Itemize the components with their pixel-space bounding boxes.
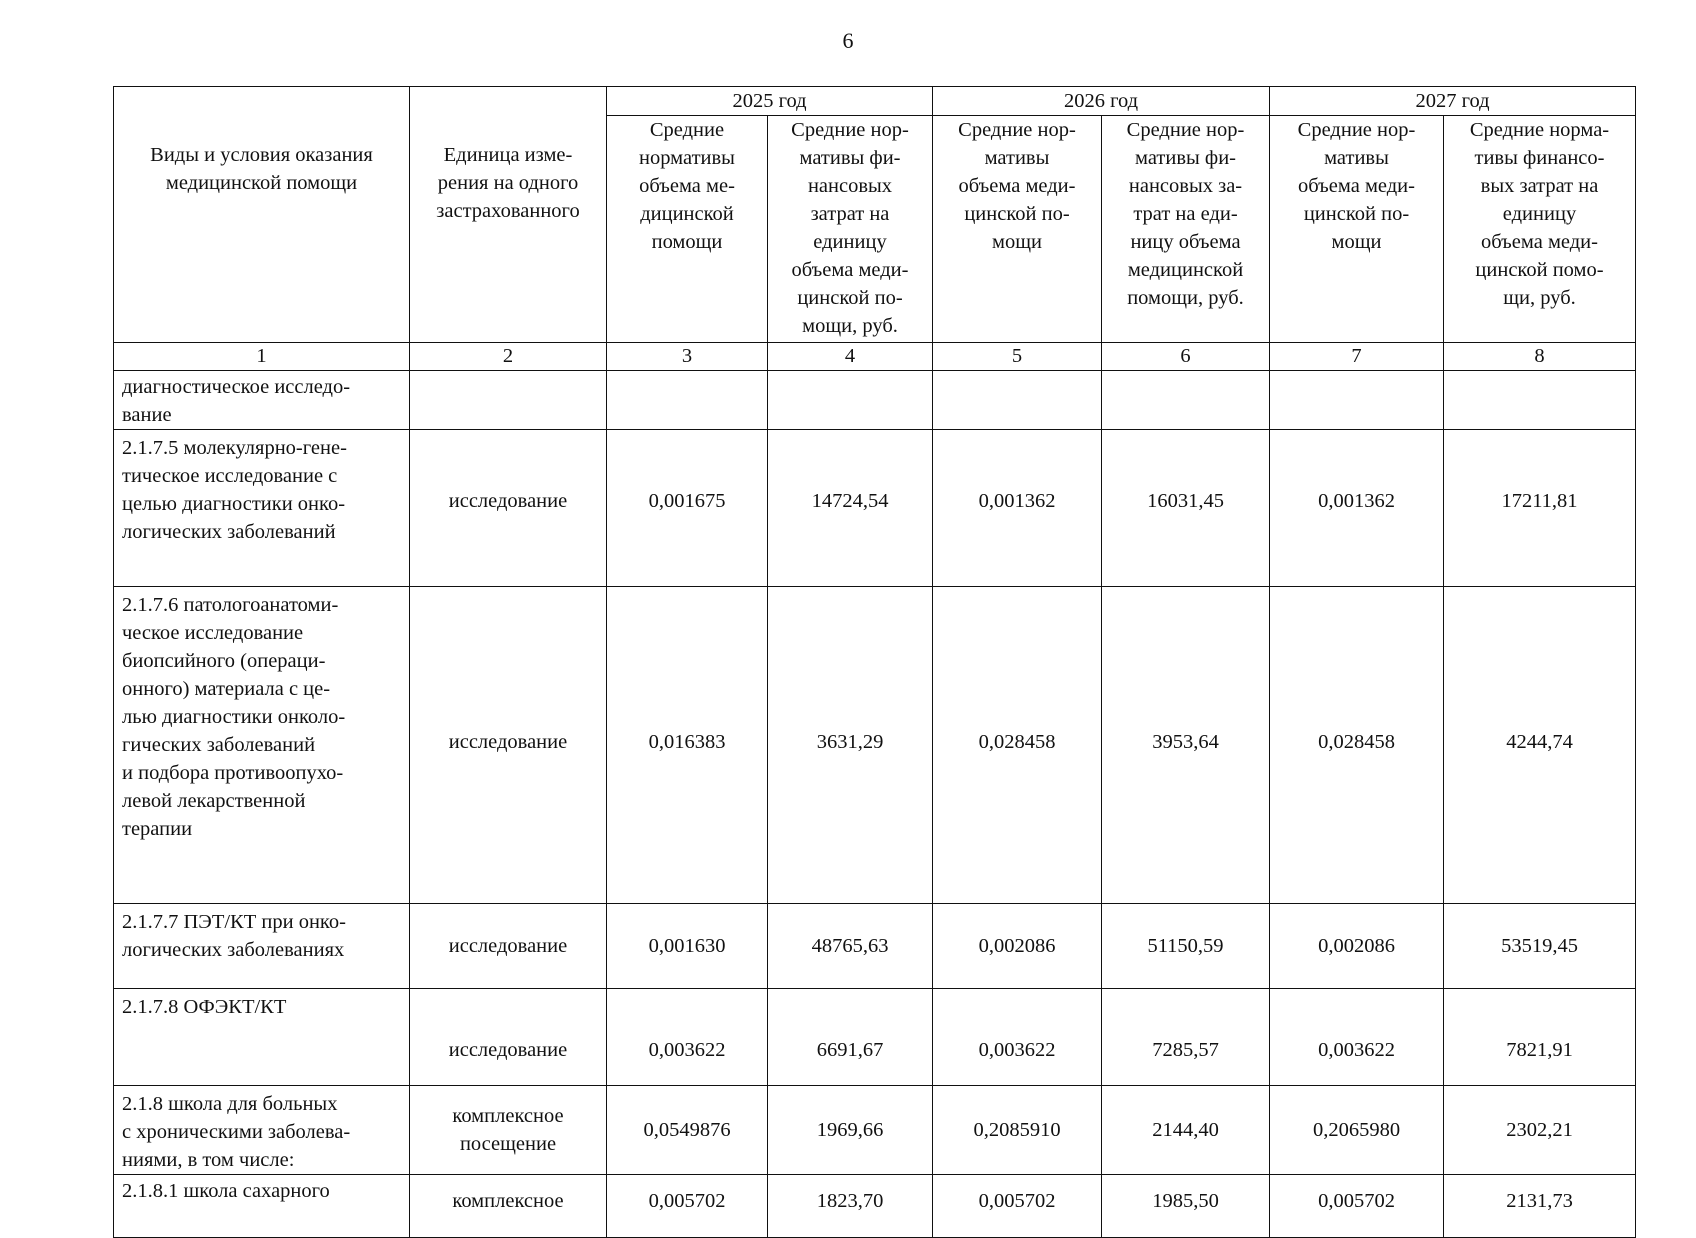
row-unit: исследование — [410, 989, 607, 1086]
row-value — [1102, 371, 1270, 430]
row-value: 2302,21 — [1444, 1086, 1636, 1175]
row-value: 16031,45 — [1102, 430, 1270, 587]
header-cost-2027: Средние норма- тивы финансо- вых затрат на единицу объема меди- цинской помо- щи, руб. — [1444, 116, 1636, 343]
header-volume-2026: Средние нор- мативы объема меди- цинской по- мощи — [933, 116, 1102, 343]
column-number: 3 — [607, 343, 768, 371]
row-value: 3631,29 — [768, 587, 933, 904]
row-value — [607, 371, 768, 430]
table-row — [114, 1175, 1636, 1238]
header-year-2026: 2026 год — [933, 87, 1270, 116]
row-value — [768, 371, 933, 430]
row-unit: исследование — [410, 587, 607, 904]
table-row — [114, 904, 1636, 989]
row-value: 0,001675 — [607, 430, 768, 587]
row-value: 1969,66 — [768, 1086, 933, 1175]
row-value: 0,016383 — [607, 587, 768, 904]
row-name: 2.1.8.1 школа сахарного — [114, 1175, 410, 1238]
row-value: 0,003622 — [933, 989, 1102, 1086]
header-year-2027: 2027 год — [1270, 87, 1636, 116]
row-value: 48765,63 — [768, 904, 933, 989]
column-number: 4 — [768, 343, 933, 371]
table-row — [114, 1086, 1636, 1175]
column-number: 7 — [1270, 343, 1444, 371]
row-value: 0,2065980 — [1270, 1086, 1444, 1175]
row-unit: исследование — [410, 430, 607, 587]
row-value: 4244,74 — [1444, 587, 1636, 904]
row-value: 0,001362 — [933, 430, 1102, 587]
row-value: 7285,57 — [1102, 989, 1270, 1086]
header-cost-2025: Средние нор- мативы фи- нансовых затрат на единицу объема меди- цинской по- мощи, руб. — [768, 116, 933, 343]
header-year-2025: 2025 год — [607, 87, 933, 116]
row-value: 0,003622 — [1270, 989, 1444, 1086]
row-value: 6691,67 — [768, 989, 933, 1086]
row-name: 2.1.7.5 молекулярно-гене- тическое исследование с целью диагностики онко- логических заболеваний — [114, 430, 410, 587]
column-number: 6 — [1102, 343, 1270, 371]
row-unit: комплексное посещение — [410, 1086, 607, 1175]
row-value: 51150,59 — [1102, 904, 1270, 989]
row-name: диагностическое исследо- вание — [114, 371, 410, 430]
row-unit — [410, 371, 607, 430]
row-value — [1444, 371, 1636, 430]
header-care-types: Виды и условия оказания медицинской помощи — [114, 87, 410, 343]
column-number: 2 — [410, 343, 607, 371]
row-value: 0,2085910 — [933, 1086, 1102, 1175]
header-cost-2026: Средние нор- мативы фи- нансовых за- трат на еди- ницу объема медицинской помощи, руб. — [1102, 116, 1270, 343]
column-number: 1 — [114, 343, 410, 371]
row-value: 7821,91 — [1444, 989, 1636, 1086]
table-row — [114, 587, 1636, 904]
medical-norms-table — [113, 86, 1636, 1238]
row-name: 2.1.7.7 ПЭТ/КТ при онко- логических заболеваниях — [114, 904, 410, 989]
row-value: 0,0549876 — [607, 1086, 768, 1175]
row-value — [1270, 371, 1444, 430]
header-volume-2027: Средние нор- мативы объема меди- цинской по- мощи — [1270, 116, 1444, 343]
row-value: 0,001630 — [607, 904, 768, 989]
row-name: 2.1.7.6 патологоанатоми- ческое исследование биопсийного (операци- онного) материала с це- лью диагностики онколо- гических заболеваний и подбора противоопухо- левой лекарственной терапии — [114, 587, 410, 904]
row-value: 2144,40 — [1102, 1086, 1270, 1175]
table-row — [114, 989, 1636, 1086]
row-value: 0,005702 — [607, 1175, 768, 1238]
page-number: 6 — [842, 28, 854, 53]
row-unit: исследование — [410, 904, 607, 989]
header-unit: Единица изме- рения на одного застрахованного — [410, 87, 607, 343]
column-numbers-row — [114, 343, 1636, 371]
row-name: 2.1.7.8 ОФЭКТ/КТ — [114, 989, 410, 1086]
table-row — [114, 371, 1636, 430]
row-value: 0,002086 — [933, 904, 1102, 989]
row-value: 14724,54 — [768, 430, 933, 587]
row-value: 2131,73 — [1444, 1175, 1636, 1238]
row-value: 1823,70 — [768, 1175, 933, 1238]
row-value: 53519,45 — [1444, 904, 1636, 989]
row-value: 0,028458 — [933, 587, 1102, 904]
table-row — [114, 430, 1636, 587]
header-volume-2025: Средние нормативы объема ме- дицинской помощи — [607, 116, 768, 343]
row-value: 0,005702 — [1270, 1175, 1444, 1238]
row-unit: комплексное — [410, 1175, 607, 1238]
row-value: 0,001362 — [1270, 430, 1444, 587]
row-value: 0,028458 — [1270, 587, 1444, 904]
row-value: 0,002086 — [1270, 904, 1444, 989]
row-value: 0,003622 — [607, 989, 768, 1086]
row-value: 17211,81 — [1444, 430, 1636, 587]
row-value: 1985,50 — [1102, 1175, 1270, 1238]
row-value — [933, 371, 1102, 430]
column-number: 5 — [933, 343, 1102, 371]
row-value: 0,005702 — [933, 1175, 1102, 1238]
column-number: 8 — [1444, 343, 1636, 371]
row-name: 2.1.8 школа для больных с хроническими заболева- ниями, в том числе: — [114, 1086, 410, 1175]
row-value: 3953,64 — [1102, 587, 1270, 904]
